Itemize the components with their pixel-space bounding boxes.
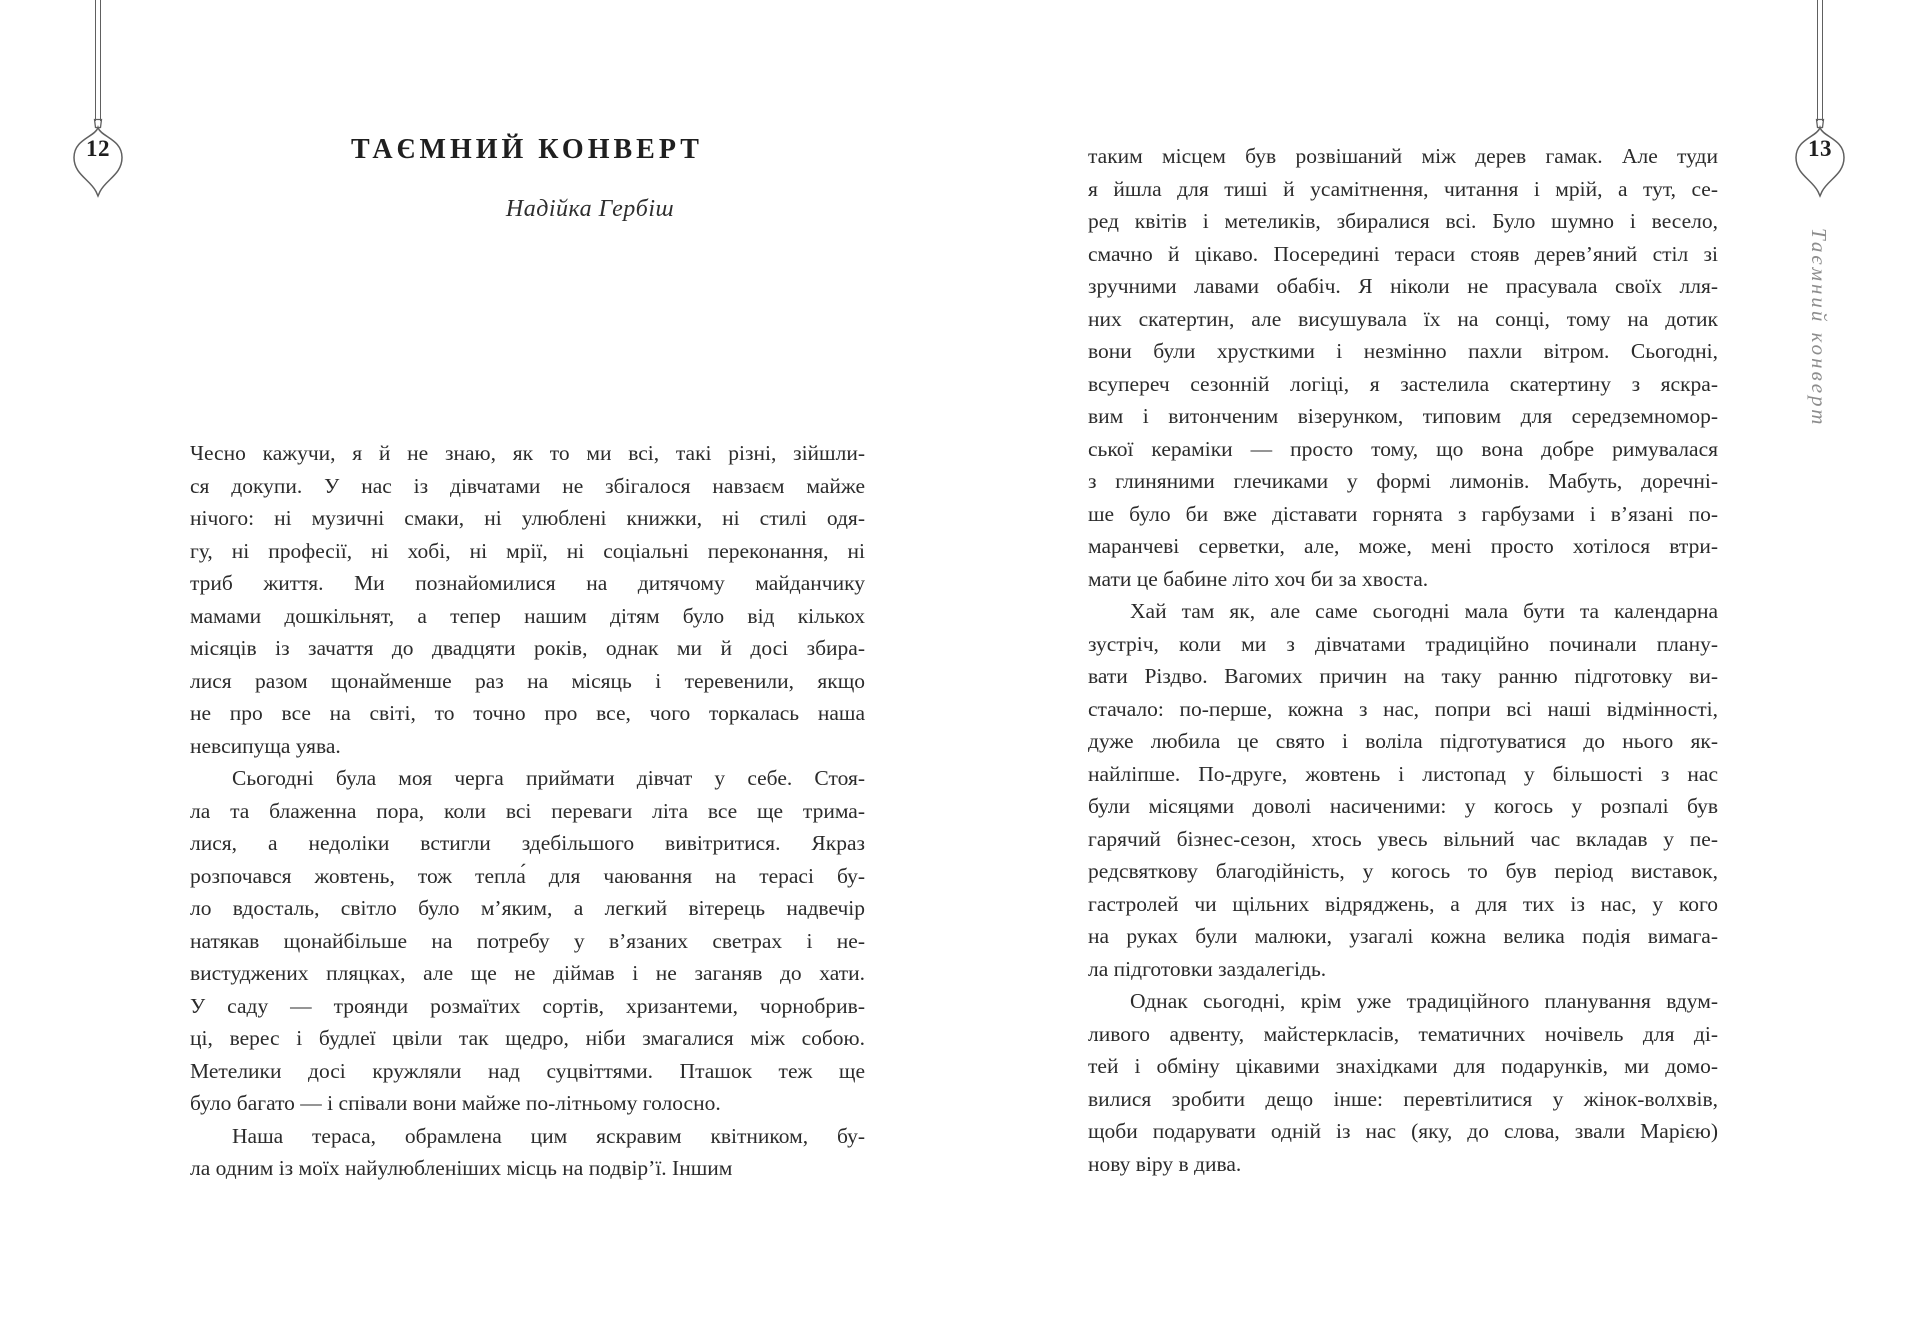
text-line: ла одним із моїх найулюбленіших місць на подвір’ї. Іншим bbox=[190, 1156, 733, 1180]
text-line: гастролей чи щільних відряджень, а для тих із нас, у кого bbox=[1088, 891, 1718, 916]
text-line: гу, ні професії, ні хобі, ні мрії, ні соціальні переконання, ні bbox=[190, 538, 865, 563]
text-line: розпочався жовтень, тож тепла́ для чаювання на терасі бу- bbox=[190, 863, 865, 888]
text-line: не про все на світі, то точно про все, чого торкалась наша bbox=[190, 701, 865, 725]
text-line: маранчеві серветки, але, може, мені просто хотілося втри- bbox=[1088, 534, 1718, 558]
text-line: було багато — і співали вони майже по-літньому голосно. bbox=[190, 1091, 721, 1115]
text-line: Сьогодні була моя черга приймати дівчат у себе. Стоя- bbox=[232, 766, 865, 790]
text-line: вилися зробити дещо інше: перевтілитися у жінок-волхвів, bbox=[1088, 1086, 1718, 1111]
text-line: лися разом щонайменше раз на місяць і теревенили, якщо bbox=[190, 668, 865, 693]
text-line: я йшла для тиші й усамітнення, читання і мрій, а тут, се- bbox=[1088, 176, 1718, 201]
text-line: ської кераміки — просто тому, що вона добре римувалася bbox=[1088, 436, 1718, 461]
text-line: Хай там як, але саме сьогодні мала бути та календарна bbox=[1130, 599, 1718, 623]
paragraph bbox=[1088, 140, 1718, 595]
text-line: ці, верес і будлеї цвіли так щедро, ніби змагалися між собою. bbox=[190, 1026, 865, 1050]
text-line: місяців із зачаття до двадцяти років, однак ми й досі збира- bbox=[190, 636, 865, 660]
paragraph bbox=[1088, 595, 1718, 985]
text-line: смачно й цікаво. Посередині тераси стояв дерев’яний стіл зі bbox=[1088, 241, 1718, 266]
paragraph bbox=[190, 762, 865, 1120]
text-line: мати це бабине літо хоч би за хвоста. bbox=[1088, 566, 1429, 591]
chapter-title: ТАЄМНИЙ КОНВЕРТ bbox=[351, 134, 703, 165]
paragraph bbox=[190, 1120, 865, 1185]
text-line: лися, а недоліки встигли здебільшого вивітритися. Якраз bbox=[190, 831, 865, 855]
text-line: ла підготовки заздалегідь. bbox=[1088, 956, 1327, 981]
text-line: з глиняними глечиками у формі лимонів. Мабуть, доречні- bbox=[1088, 469, 1718, 493]
text-line: зручними лавами обабіч. Я ніколи не прасувала своїх лля- bbox=[1088, 274, 1718, 298]
ornament-string bbox=[95, 0, 101, 121]
text-line: вим і витонченим візерунком, типовим для середземномор- bbox=[1088, 404, 1718, 428]
text-line: Однак сьогодні, крім уже традиційного планування вдум- bbox=[1130, 989, 1718, 1013]
text-line: ред квітів і метеликів, збиралися всі. Було шумно і весело, bbox=[1088, 209, 1718, 233]
body-column-left bbox=[190, 437, 865, 1185]
text-line: мамами дошкільнят, а тепер нашим дітям було від кількох bbox=[190, 603, 865, 628]
text-line: натякав щонайбільше на потребу у в’язаних светрах і не- bbox=[190, 928, 865, 953]
text-line: ла та блаженна пора, коли всі переваги літа все ще трима- bbox=[190, 798, 865, 823]
paragraph bbox=[190, 437, 865, 762]
text-line: тей і обміну цікавими знахідками для подарунків, ми домо- bbox=[1088, 1054, 1718, 1078]
ornament-string bbox=[1817, 0, 1823, 121]
running-title-vertical: Таємний конверт bbox=[1807, 228, 1831, 428]
text-line: редсвяткову благодійність, у когось то був період виставок, bbox=[1088, 859, 1718, 883]
text-line: гарячий бізнес-сезон, хтось увесь вільний час вкладав у пе- bbox=[1088, 826, 1718, 851]
paragraph bbox=[1088, 985, 1718, 1180]
text-line: триб життя. Ми познайомилися на дитячому майданчику bbox=[190, 571, 865, 595]
text-line: вистуджених пляцках, але ще не діймав і не заганяв до хати. bbox=[190, 961, 865, 985]
text-line: Метелики досі кружляли над суцвіттями. Пташок теж ще bbox=[190, 1058, 865, 1083]
text-line: на руках були малюки, узагалі кожна велика подія вимага- bbox=[1088, 924, 1718, 948]
text-line: У саду — троянди розмаїтих сортів, хризантеми, чорнобрив- bbox=[190, 993, 865, 1018]
text-line: таким місцем був розвішаний між дерев гамак. Але туди bbox=[1088, 144, 1718, 168]
text-line: щоби подарувати одній із нас (яку, до слова, звали Марією) bbox=[1088, 1119, 1718, 1143]
text-line: ше було би вже діставати горнята з гарбузами і в’язані по- bbox=[1088, 501, 1718, 526]
page-number: 12 bbox=[86, 136, 110, 161]
text-line: вати Різдво. Вагомих причин на таку ранню підготовку ви- bbox=[1088, 664, 1718, 688]
text-line: ливого адвенту, майстеркласів, тематичних ночівель для ді- bbox=[1088, 1021, 1718, 1046]
text-line: Наша тераса, обрамлена цим яскравим квітником, бу- bbox=[232, 1123, 865, 1148]
text-line: дуже любила це свято і воліла підготуватися до нього як- bbox=[1088, 729, 1718, 753]
text-line: найліпше. По-друге, жовтень і листопад у більшості з нас bbox=[1088, 761, 1718, 786]
text-line: Чесно кажучи, я й не знаю, як то ми всі, такі різні, зійшли- bbox=[190, 441, 865, 465]
text-line: них скатертин, але висушувала їх на сонці, тому на дотик bbox=[1088, 306, 1718, 331]
text-line: всупереч сезонній логіці, я застелила скатертину з яскра- bbox=[1088, 371, 1718, 396]
text-line: нічого: ні музичні смаки, ні улюблені книжки, ні стилі одя- bbox=[190, 506, 865, 530]
text-line: були місяцями доволі насиченими: у когось у розпалі був bbox=[1088, 794, 1718, 818]
text-line: стачало: по-перше, кожна з нас, попри всі наші відмінності, bbox=[1088, 696, 1718, 721]
text-line: зустріч, коли ми з дівчатами традиційно починали плану- bbox=[1088, 631, 1718, 656]
page-number: 13 bbox=[1808, 136, 1832, 161]
text-line: невсипуща уява. bbox=[190, 733, 341, 758]
text-line: вони були хрусткими і незмінно пахли вітром. Сьогодні, bbox=[1088, 339, 1718, 363]
body-column-right bbox=[1088, 140, 1718, 1180]
text-line: ся докупи. У нас із дівчатами не збігалося навзаєм майже bbox=[190, 473, 865, 498]
chapter-author: Надійка Гербіш bbox=[505, 196, 675, 222]
text-line: ло вдосталь, світло було м’яким, а легкий вітерець надвечір bbox=[190, 896, 865, 920]
text-line: нову віру в дива. bbox=[1088, 1151, 1242, 1176]
